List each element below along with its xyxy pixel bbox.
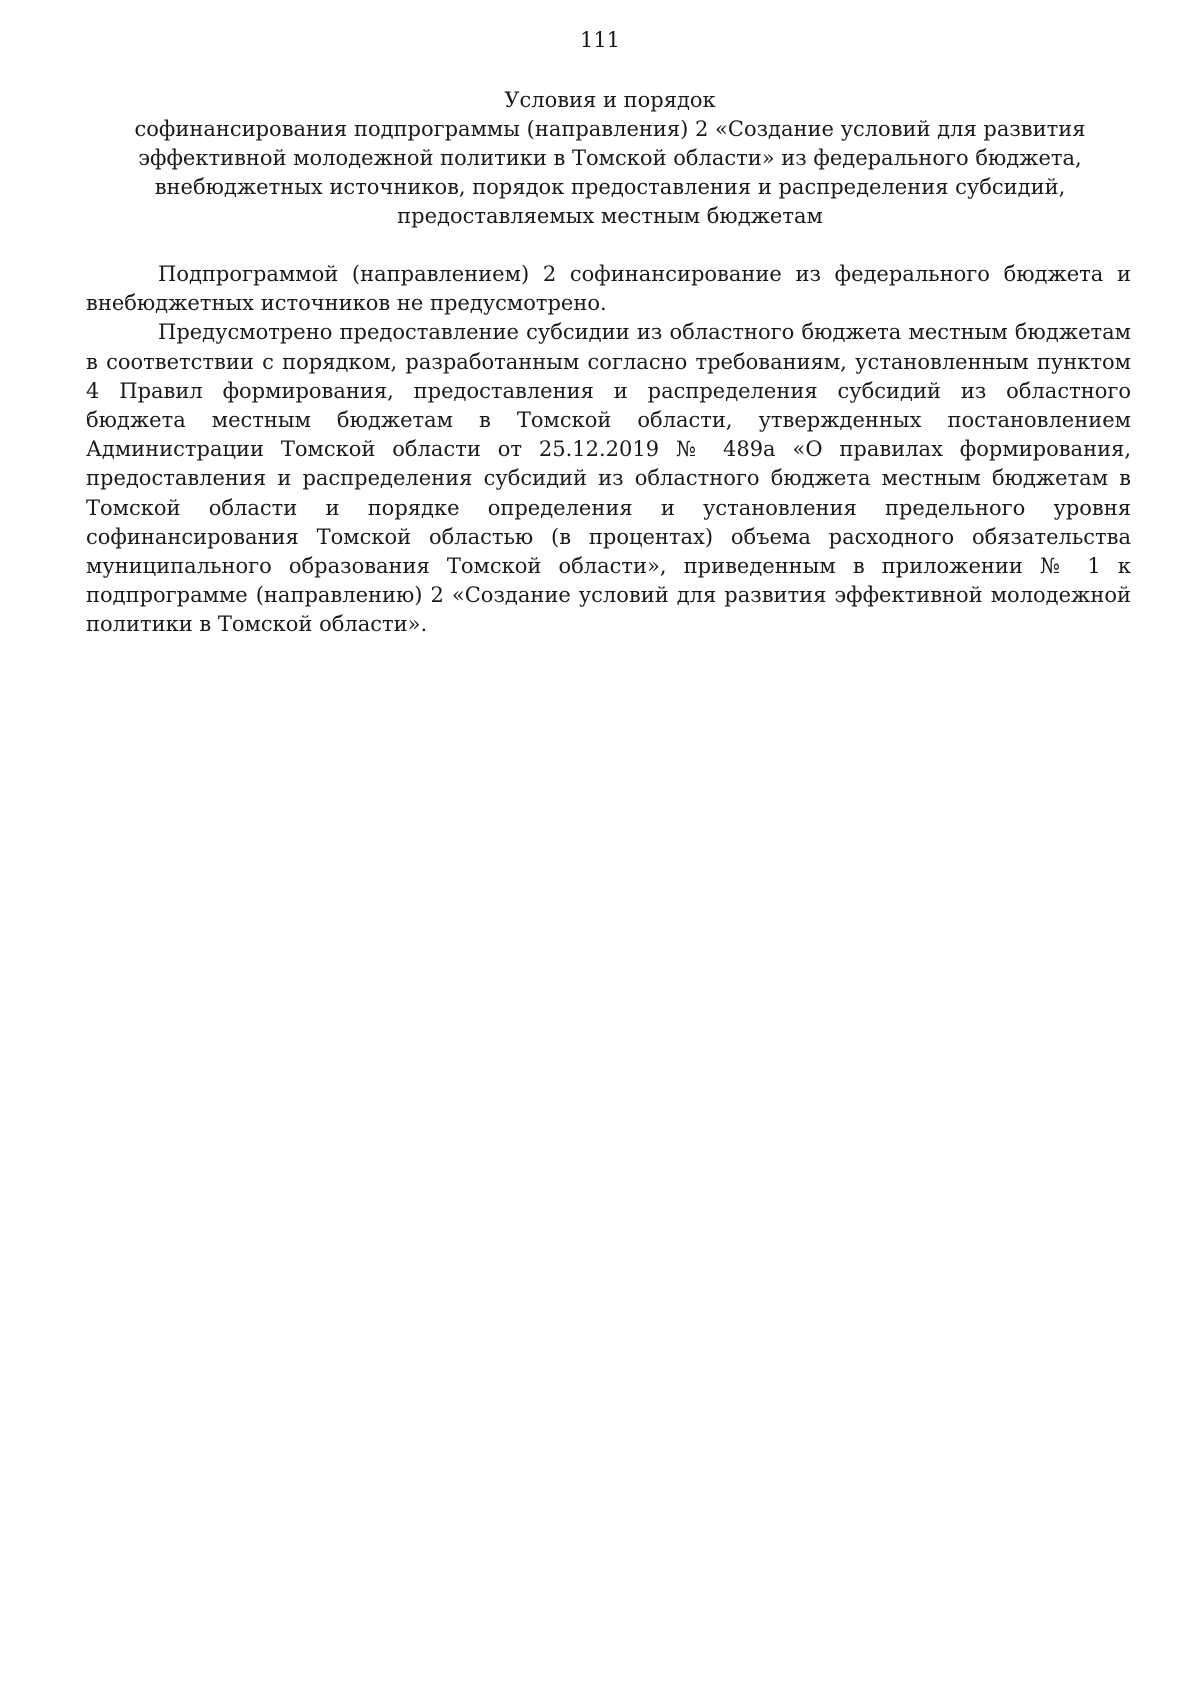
title-line: предоставляемых местным бюджетам <box>397 204 823 228</box>
title-line: софинансирования подпрограммы (направления) 2 «Создание условий для развития <box>134 117 1086 141</box>
section-title <box>90 86 1130 231</box>
page-number: 111 <box>579 28 621 52</box>
title-line: внебюджетных источников, порядок предоставления и распределения субсидий, <box>154 175 1066 199</box>
document-body <box>86 260 1131 640</box>
title-line: Условия и порядок <box>504 88 716 112</box>
title-line: эффективной молодежной политики в Томской области» из федерального бюджета, <box>138 146 1082 170</box>
body-paragraph: Предусмотрено предоставление субсидии из областного бюджета местным бюджетам в соответствии с порядком, разработанным согласно требованиям, установленным пунктом 4 Правил формирования, предоставления и распределения субсидий из областного бюджета местным бюджетам в Томской области, утвержденных постановлением Администрации Томской области от 25.12.2019 № 489а «О правилах формирования, предоставления и распределения субсидий из областного бюджета местным бюджетам в Томской области и порядке определения и установления предельного уровня софинансирования Томской областью (в процентах) объема расходного обязательства муниципального образования Томской области», приведенным в приложении № 1 к подпрограмме (направлению) 2 «Создание условий для развития эффективной молодежной политики в Томской области». <box>86 320 1131 637</box>
body-paragraph: Подпрограммой (направлением) 2 софинансирование из федерального бюджета и внебюджетных источников не предусмотрено. <box>86 262 1131 316</box>
